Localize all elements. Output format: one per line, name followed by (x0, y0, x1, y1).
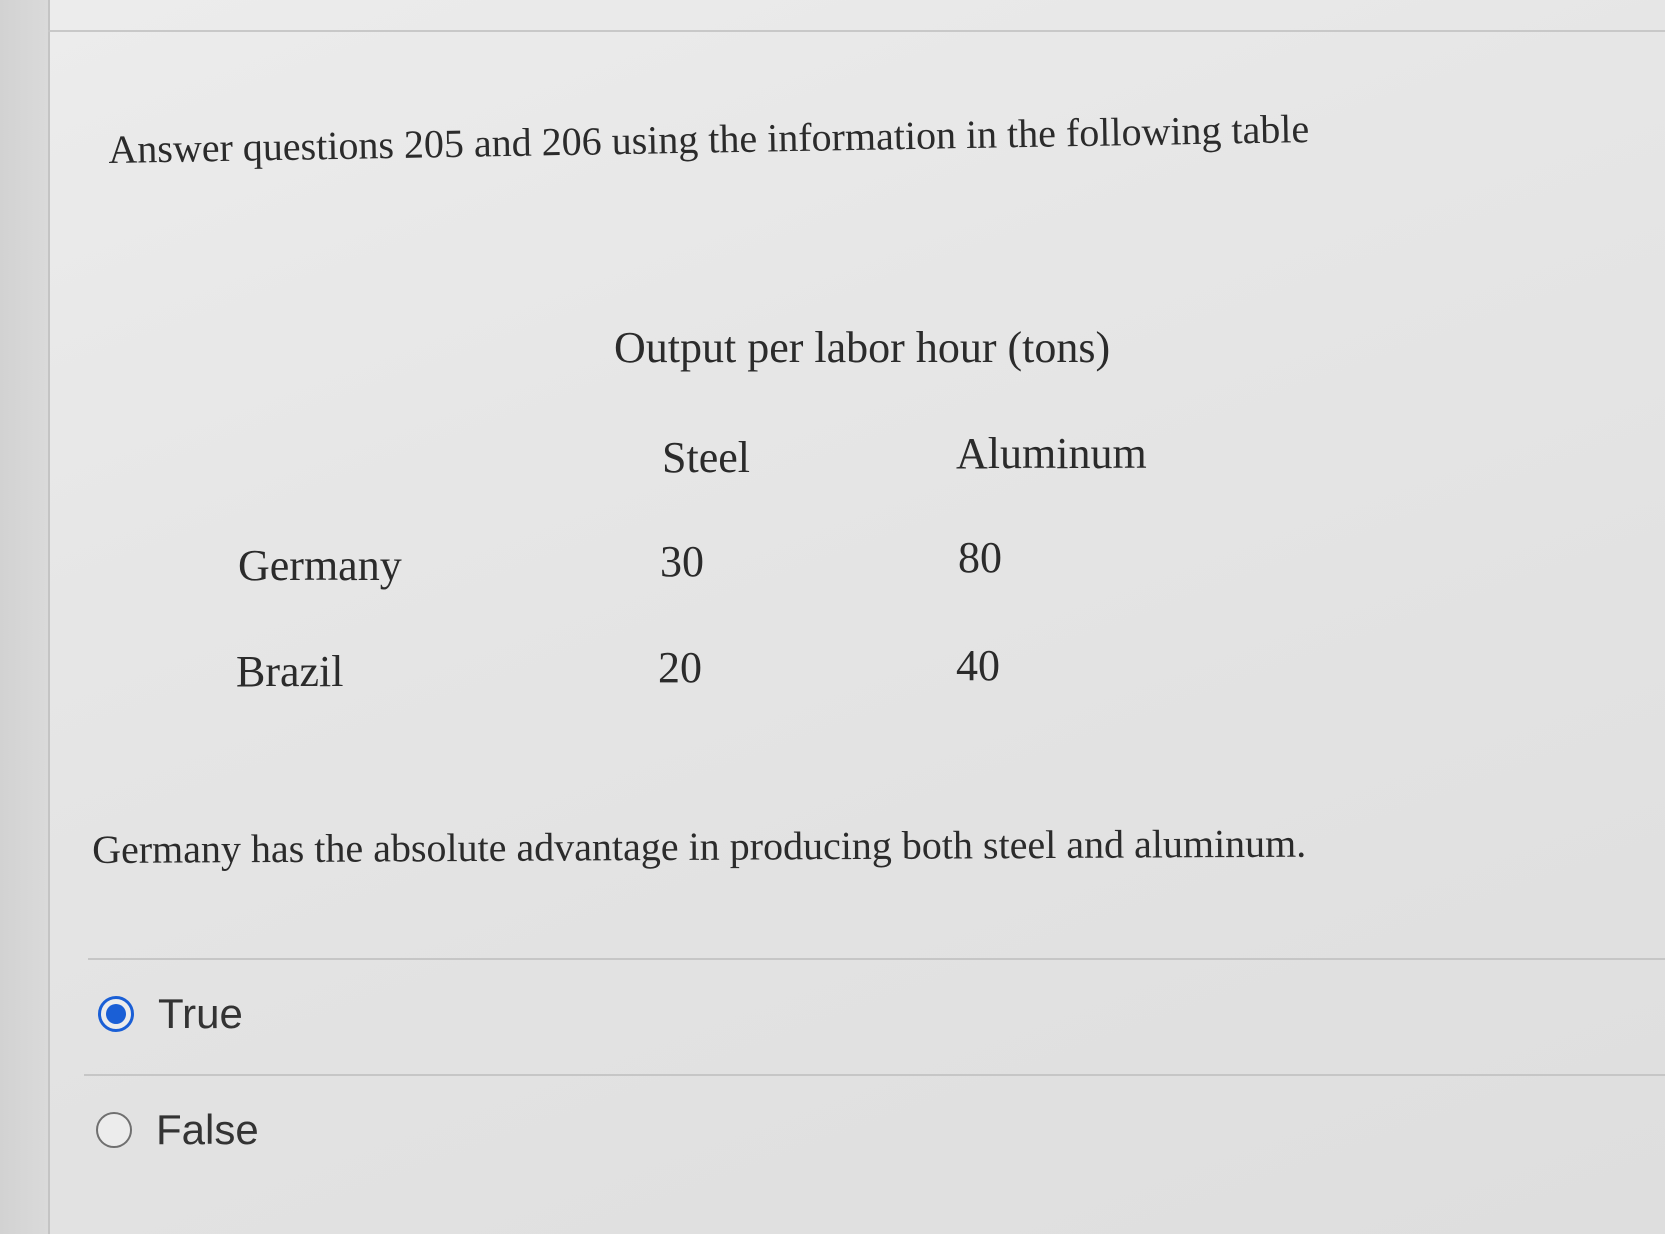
row-label-germany: Germany (238, 541, 402, 590)
question-instructions: Answer questions 205 and 206 using the information in the following table (108, 106, 1310, 172)
cell-brazil-aluminum: 40 (956, 641, 1000, 690)
table-caption: Output per labor hour (tons) (614, 323, 1111, 372)
option-divider (84, 1074, 1665, 1076)
option-true[interactable] (98, 990, 243, 1038)
cell-germany-aluminum: 80 (958, 533, 1002, 582)
column-header-steel: Steel (662, 433, 750, 482)
option-false[interactable] (96, 1106, 259, 1154)
option-label-true: True (158, 990, 243, 1037)
radio-unselected-icon[interactable] (96, 1112, 132, 1148)
radio-selected-icon[interactable] (98, 996, 134, 1032)
cell-germany-steel: 30 (660, 537, 704, 586)
option-label-false: False (156, 1106, 259, 1153)
option-divider (88, 958, 1665, 960)
row-label-brazil: Brazil (236, 647, 344, 696)
question-statement: Germany has the absolute advantage in producing both steel and aluminum. (92, 820, 1307, 872)
cell-brazil-steel: 20 (658, 643, 702, 692)
column-header-aluminum: Aluminum (956, 429, 1147, 478)
